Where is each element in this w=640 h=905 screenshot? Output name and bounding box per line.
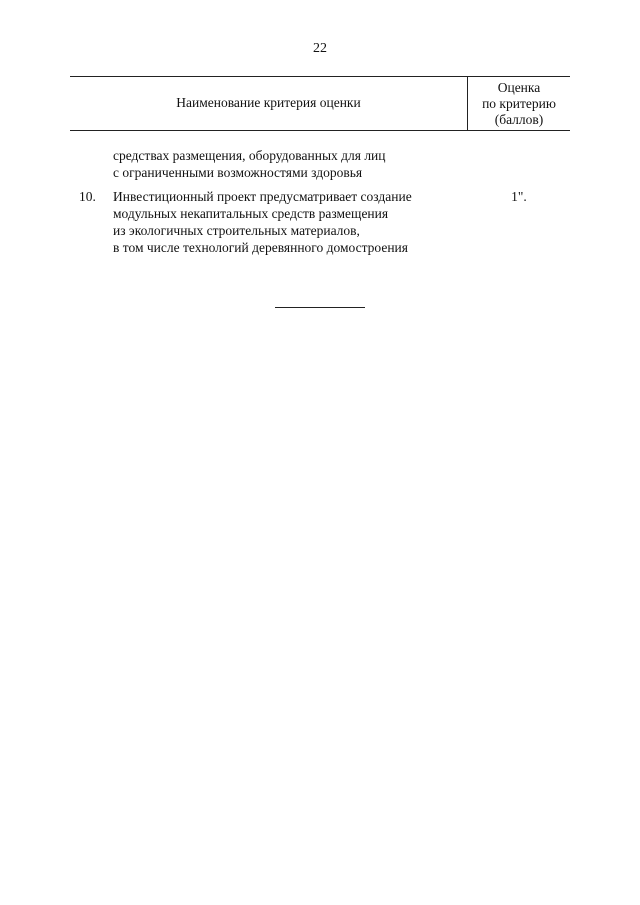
row-number: 10. (79, 189, 96, 204)
text-line: в том числе технологий деревянного домостроения (113, 240, 408, 255)
header-criterion-name: Наименование критерия оценки (176, 95, 361, 110)
row-score: 1". (511, 189, 527, 204)
text-line: модульных некапитальных средств размещения (113, 206, 389, 221)
header-score-line: Оценка (497, 80, 541, 95)
text-line: Инвестиционный проект предусматривает создание (113, 189, 412, 204)
end-rule (275, 307, 365, 308)
header-score (468, 80, 570, 128)
text-line: из экологичных строительных материалов, (113, 223, 360, 238)
header-score-line: (баллов) (494, 112, 544, 127)
header-score-line: по критерию (482, 96, 556, 111)
table-header (70, 76, 570, 131)
continuation-text (113, 147, 386, 181)
text-line: средствах размещения, оборудованных для лиц (113, 148, 386, 163)
criterion-text (113, 188, 412, 256)
text-line: с ограниченными возможностями здоровья (113, 165, 363, 180)
page-number: 22 (313, 41, 327, 56)
